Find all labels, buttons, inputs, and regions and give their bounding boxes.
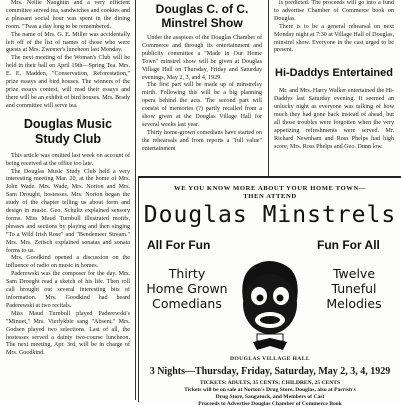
column-middle [142,0,262,174]
ad-dates: 3 Nights—Thursday, Friday, Saturday, May 2, 3, 4, 1929 [149,366,391,377]
ad-right-line: Melodies [326,296,382,311]
ad-left-block [145,266,229,311]
paragraph: Paderewski was the composer for the day. Mrs. Sam Drought read a sketch of his life. Then roll call brought out several interesting bits of information. Mrs. Goodkind had heard Paderewski at two recitals. [6,271,130,309]
ad-tickets: TICKETS: ADULTS, 35 CENTS; CHILDREN, 25 CENTS [199,380,341,386]
ad-right-block [311,266,397,311]
paragraph: Thirty home-grown comedians have started on the rehearsals and from reports a "full value" entertainment [142,129,262,152]
ad-lead-line: WE YOU KNOW MORE ABOUT YOUR HOME TOWN— [174,185,366,192]
minstrels-advertisement [138,176,401,407]
paragraph: The name of Mrs. G. E. Miller was accidentally left off of the list of names of those who were guests at Mrs. Zwemer's luncheon last Monday. [6,31,130,54]
col1-bottom-text [6,153,130,359]
music-club-heading: Douglas Music Study Club [23,116,113,146]
ad-right-slogan: Fun For All [317,238,380,252]
paragraph: Mrs. Nellie Naughtin and a very efficient committee served tea, sandwiches and cookies and a pleasant social hour was spent in the dining room. "Twas a day long to be remembered. [6,0,130,30]
ad-right-line: Twelve [332,266,376,281]
column-rule [135,0,136,400]
paragraph: There is to be a general rehearsal on next Monday night at 7:30 at Village Hall of Douglas, minstrel show. Everyone in the cast urged to be present. [274,23,394,54]
ad-proceeds: Proceeds to Advertise Douglas Chamber of Commerce Book [198,401,342,407]
col1-top-text [6,0,130,111]
paragraph: Mr. and Mrs. Harry Walker entertained the Hi-Daddys last Saturday evening. It seemed an unlucky night as everyone was talking of how much they had gone back instead of ahead, but all those troubles were forgotten when the very appetizing refreshments were served. Mr. Richard Newnham and Ross Phelps had high score, Mrs. Ross Phelps and Geo. Dunn low. [274,88,394,150]
ad-lead-line: THEN ATTEND [243,193,297,200]
minstrel-face-illustration [235,254,305,352]
paragraph: The next meeting of the Woman's Club will be held in their hall on April 19th—Spring Tea. Mrs. E. E. Madden, "Conservation, Reforestation," prize essays and bird houses. The winners of the prize essays contest, will read their essays and there will be an exhibit of bird houses. Mrs. Brady and committee will serve tea. [6,55,130,109]
hi-daddys-heading: Hi-Daddys Entertained [275,67,393,80]
paragraph: Miss Maud Turnbull played Paderewski's "Minuet," Mrs. Vierlykbie sang "Absent." Mrs. Godsen played two selections. Last of all, the hostesses served a dainty two-course luncheon. The next meeting, Apr. 3rd, will be in charge of Mrs. Goodkind. [6,310,130,357]
column-rule [268,0,269,176]
paragraph: Mrs. Goodkind opened a discussion on the influence of radio on music in homes. [6,255,130,270]
paragraph: Under the auspices of the Douglas Chamber of Commerce and through its entertainment and publicity committee a "Made in Our Home Town" minstrel show will be given at Douglas Village Hall on Thursday, Friday and Saturday evenings, May 2, 3, and 4, 1929. [142,35,262,81]
ad-left-slogan: All For Fun [147,238,211,252]
column-left [6,0,130,400]
ad-left-line: Thirty [168,266,206,281]
ad-right-line: Tuneful [331,281,377,296]
ad-venue: DOUGLAS VILLAGE HALL [229,356,310,362]
paragraph: The Douglas Music Study Club held a very interesting meeting Mar. 20, at the home of Mrs. John Wade. Mrs. Wade, Mrs. Norton and Mrs. Sam Drought, hostesses. Mrs. Norton began the study of the chapter telling us about form and design in music. Geo. Schultz explained sensory forms. Miss Maud Turnbull illustrated motifs, phrases and sections by playing and then singing "To a Wild Irish Rose" and "Bendemeer Stream." Mrs. Mrs. Zeitsch explained sonatas and sonata forms to us. [6,168,130,254]
ad-left-line: Comedians [152,296,222,311]
ad-sale-line: Drug Store, Saugatuck, and Members of Cast [215,394,325,400]
column-right [274,0,394,174]
ad-left-line: Home Grown [146,281,228,296]
paragraph: This article was omitted last week on account of being received at the office too late. [6,152,130,167]
minstrel-show-heading: Douglas C. of C. Minstrel Show [155,2,249,30]
paragraph: is predicted. The proceeds will go into a fund to advertise Chamber of Commerce book on Douglas. [274,0,394,22]
ad-sale-line: Tickets will be on sale at Norton's Drug Store, Douglas, also at Parrish's [184,387,356,393]
ad-title: Douglas Minstrels [143,202,397,228]
paragraph: The first part will be made up of minstrelsy mirth. Following this will be a big planning opera behind the acts. The second part will consist of memories (?) partly recalled from a show given at the Douglas Village Hall for several weeks last year. [142,82,262,128]
